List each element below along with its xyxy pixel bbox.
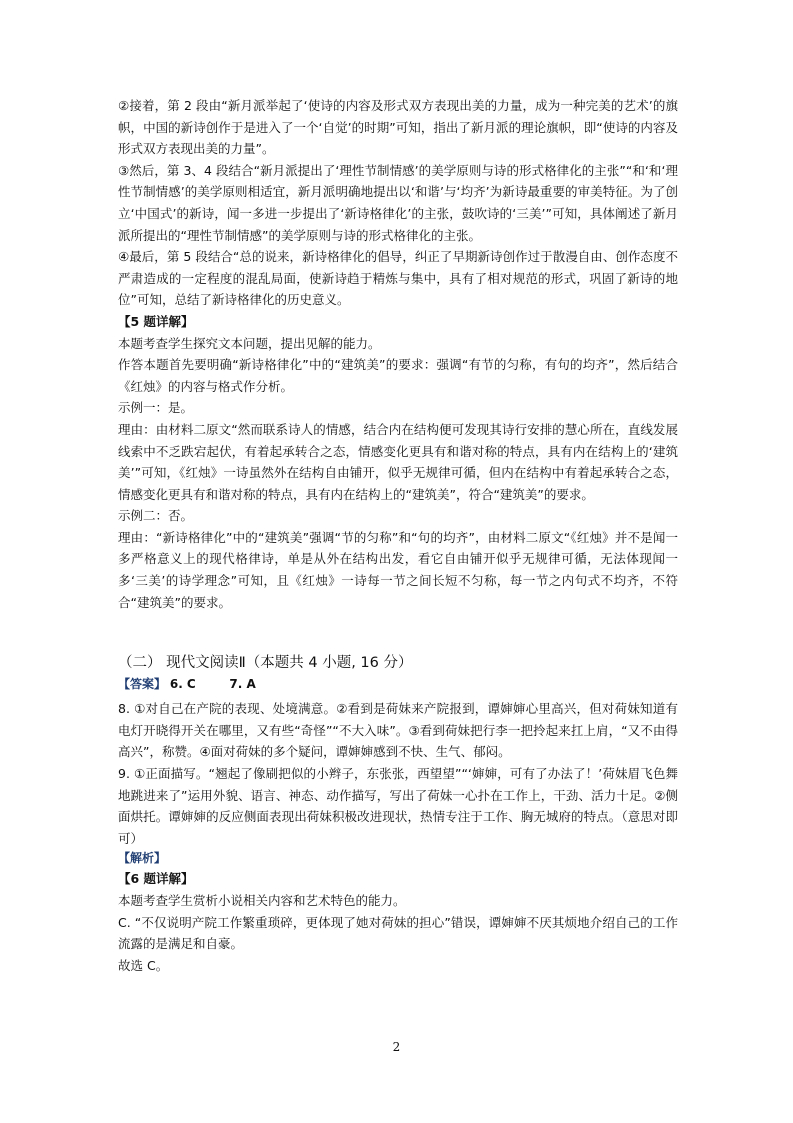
q5-reason-2: 理由：“新诗格律化”中的“建筑美”强调“节的匀称”和“句的均齐”，由材料二原文“《红烛》并不是闻一多严格意义上的现代格律诗，单是从外在结构出发，看它自由铺开似乎无规律可循，无法体现闻一多‘三美’的诗学理念”可知，且《红烛》一诗每一节之间长短不匀称，每一节之内句式不均齐，不符合“建筑美”的要求。 <box>118 529 678 610</box>
q6-line-3: 故选 C。 <box>118 957 169 973</box>
answer-line <box>118 675 678 694</box>
analysis-label-line <box>118 849 678 868</box>
q5-example-1: 示例一：是。 <box>118 400 194 416</box>
q5-line-2: 作答本题首先要明确“新诗格律化”中的“建筑美”的要求：强调“有节的匀称，有句的均齐”，然后结合《红烛》的内容与格式作分析。 <box>118 357 678 394</box>
answer-label: 【答案】 <box>118 677 167 692</box>
summary-block <box>118 95 678 311</box>
q5-line-1: 本题考查学生探究文本问题，提出见解的能力。 <box>118 335 381 351</box>
q6-heading: 【6 题详解】 <box>118 871 194 887</box>
answer-6: 6. C <box>169 677 196 692</box>
paragraph-point-3: ③然后，第 3、4 段结合“新月派提出了‘理性节制情感’的美学原则与诗的形式格律化的主张”“和‘和‘理性节制情感’的美学原则相适宜，新月派明确地提出以‘和谐’与‘均齐’为新诗最重要的审美特征。为了创立‘中国式’的新诗，闻一多进一步提出了‘新诗格律化’的主张，鼓吹诗的‘三美’”可知，具体阐述了新月派所提出的“理性节制情感”的美学原则与诗的形式格律化的主张。 <box>118 162 678 243</box>
q6-line-1: 本题考查学生赏析小说相关内容和艺术特色的能力。 <box>118 893 406 908</box>
q5-reason-1: 理由：由材料二原文“然而联系诗人的情感，结合内在结构便可发现其诗行安排的慧心所在，直线发展线索中不乏跌宕起伏，有着起承转合之态，情感变化更具有和谐对称的特点，具有内在结构上的‘建筑美’”可知，《红烛》一诗虽然外在结构自由铺开，似乎无规律可循，但内在结构中有着起承转合之态，情感变化更具有和谐对称的特点，具有内在结构上的“建筑美”，符合“建筑美”的要求。 <box>118 421 678 502</box>
paragraph-point-4: ④最后，第 5 段结合“总的说来，新诗格律化的倡导，纠正了早期新诗创作过于散漫自由、创作态度不严肃造成的一定程度的混乱局面，使新诗趋于精炼与集中，具有了相对规范的形式，巩固了新诗的地位”可知，总结了新诗格律化的历史意义。 <box>118 249 678 308</box>
q5-heading: 【5 题详解】 <box>118 313 194 329</box>
page-content <box>118 95 678 976</box>
q5-example-2: 示例二：否。 <box>118 508 194 524</box>
analysis-label: 【解析】 <box>118 851 167 866</box>
q8-answer: 8. ①对自己在产院的表现、处境满意。②看到是荷妹来产院报到，谭婶婶心里高兴，但对荷妹知道有电灯开晓得开关在哪里，又有些“奇怪”“不大入味”。③看到荷妹把行李一把拎起来扛上肩，“又不由得高兴”，称赞。④面对荷妹的多个疑问，谭婶婶感到不快、生气、郁闷。 <box>118 701 678 760</box>
section-2-title: （二） 现代文阅读Ⅱ（本题共 4 小题, 16 分） <box>118 655 413 672</box>
q6-line-2: C. “不仅说明产院工作繁重琐碎，更体现了她对荷妹的担心”错误，谭婶婶不厌其烦地介绍自己的工作流露的是满足和自豪。 <box>118 914 678 952</box>
section-spacer <box>118 613 678 651</box>
paragraph-point-2: ②接着，第 2 段由“新月派举起了‘使诗的内容及形式双方表现出美的力量，成为一种完美的艺术’的旗帜，中国的新诗创作于是进入了一个‘自觉’的时期”可知，指出了新月派的理论旗帜，即“使诗的内容及形式双方表现出美的力量”。 <box>118 98 678 157</box>
page-number: 2 <box>392 1040 401 1054</box>
answer-7: 7. A <box>229 677 256 692</box>
q9-answer: 9. ①正面描写。“翘起了像刷把似的小辫子，东张张，西望望”“‘婶婶，可有了办法了！’荷妹眉飞色舞地跳进来了”运用外貌、语言、神态、动作描写，写出了荷妹一心扑在工作上，干劲、活力十足。②侧面烘托。谭婶婶的反应侧面表现出荷妹积极改进现状，热情专注于工作、胸无城府的特点。（意思对即可） <box>118 766 678 846</box>
